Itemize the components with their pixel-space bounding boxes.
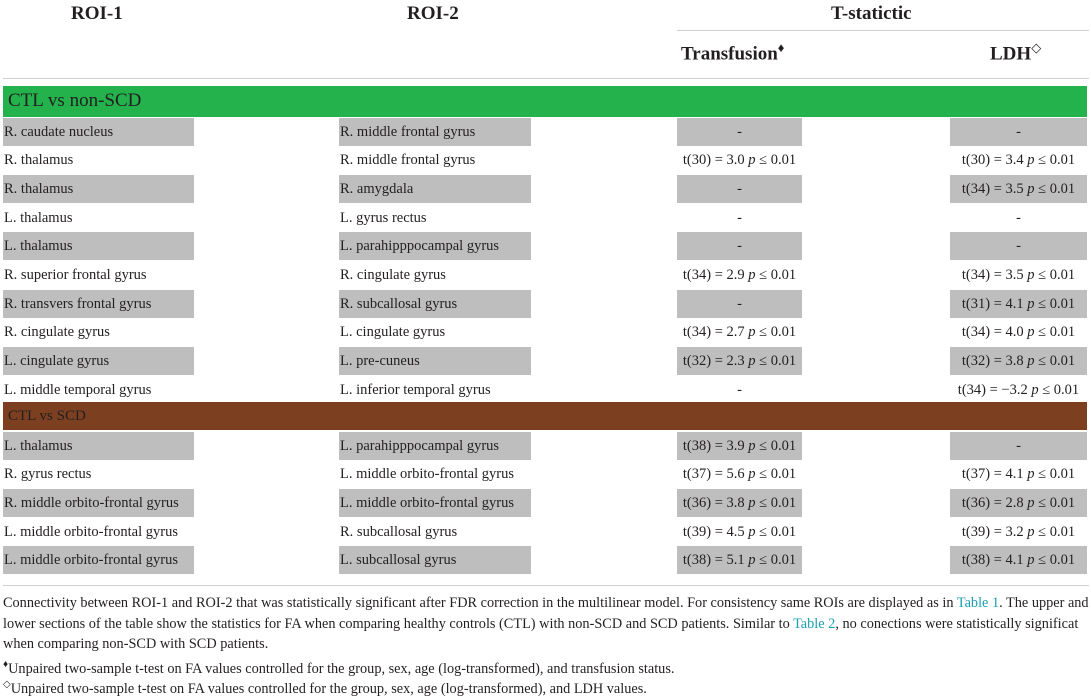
header-t-statistic: T-statictic	[831, 3, 912, 24]
header-subrule	[677, 30, 1089, 31]
roi2-cell: R. subcallosal gyrus	[340, 523, 458, 540]
transfusion-cell: -	[677, 118, 802, 146]
ldh-cell: -	[950, 432, 1087, 460]
table-row	[0, 290, 1091, 318]
roi1-cell: L. cingulate gyrus	[3, 347, 194, 375]
roi1-cell: L. middle orbito-frontal gyrus	[4, 523, 178, 540]
footnote-ldh	[3, 675, 1089, 699]
caption-link-table-1[interactable]: Table 1	[956, 595, 1000, 611]
ldh-cell: t(34) = −3.2 p ≤ 0.01	[957, 381, 1080, 398]
diamond-outline-icon: ◇	[1031, 40, 1042, 55]
roi2-cell: L. middle orbito-frontal gyrus	[340, 466, 514, 483]
table-bottom-rule	[3, 585, 1089, 586]
table-row	[0, 118, 1091, 146]
ldh-cell: -	[1016, 209, 1021, 226]
transfusion-cell: t(37) = 5.6 p ≤ 0.01	[682, 466, 797, 483]
roi1-cell: L. middle temporal gyrus	[4, 381, 152, 398]
table-row	[0, 489, 1091, 517]
table-row	[0, 175, 1091, 203]
table-row	[0, 376, 1091, 404]
roi2-cell: L. subcallosal gyrus	[339, 546, 531, 574]
ldh-cell: t(32) = 3.8 p ≤ 0.01	[950, 347, 1087, 375]
roi2-cell: R. middle frontal gyrus	[339, 118, 531, 146]
ldh-cell: t(39) = 3.2 p ≤ 0.01	[961, 523, 1076, 540]
ldh-cell: t(34) = 4.0 p ≤ 0.01	[961, 324, 1076, 341]
header-roi2: ROI-2	[407, 3, 459, 24]
section-label-non-scd: CTL vs non-SCD	[8, 90, 142, 111]
ldh-cell: t(37) = 4.1 p ≤ 0.01	[961, 466, 1076, 483]
transfusion-cell: t(34) = 2.9 p ≤ 0.01	[682, 267, 797, 283]
ldh-cell: -	[950, 118, 1087, 146]
roi2-cell: R. amygdala	[339, 175, 531, 203]
roi2-cell: R. subcallosal gyrus	[339, 290, 531, 318]
roi1-cell: R. thalamus	[3, 175, 194, 203]
footnote-transfusion-text: Unpaired two-sample t-test on FA values controlled for the group, sex, age (log-transformed), and transfusion status.	[8, 660, 675, 677]
roi2-cell: R. cingulate gyrus	[340, 267, 446, 283]
diamond-filled-icon: ♦	[3, 659, 9, 670]
table-row	[0, 232, 1091, 260]
roi1-cell: R. middle orbito-frontal gyrus	[3, 489, 194, 517]
table-row	[0, 460, 1091, 488]
section-band-scd	[3, 402, 1087, 430]
diamond-outline-icon: ◇	[3, 679, 11, 690]
roi1-cell: R. cingulate gyrus	[4, 324, 110, 341]
transfusion-cell: t(32) = 2.3 p ≤ 0.01	[677, 347, 802, 375]
roi1-cell: L. thalamus	[3, 232, 194, 260]
header-roi1: ROI-1	[71, 3, 123, 24]
section-label-scd: CTL vs SCD	[8, 408, 86, 424]
table-row	[0, 261, 1091, 289]
roi1-cell: L. thalamus	[3, 432, 194, 460]
roi2-cell: L. inferior temporal gyrus	[340, 381, 491, 398]
transfusion-cell: t(39) = 4.5 p ≤ 0.01	[682, 523, 797, 540]
roi1-cell: L. thalamus	[4, 209, 73, 226]
ldh-cell: t(36) = 2.8 p ≤ 0.01	[950, 489, 1087, 517]
table-row	[0, 518, 1091, 546]
roi2-cell: L. middle orbito-frontal gyrus	[339, 489, 531, 517]
table-row	[0, 204, 1091, 232]
footnote-ldh-text: Unpaired two-sample t-test on FA values controlled for the group, sex, age (log-transformed), and LDH values.	[10, 680, 647, 697]
transfusion-cell: t(36) = 3.8 p ≤ 0.01	[677, 489, 802, 517]
diamond-filled-icon: ♦	[777, 40, 785, 55]
ldh-cell: t(30) = 3.4 p ≤ 0.01	[961, 152, 1076, 169]
ldh-cell: t(34) = 3.5 p ≤ 0.01	[950, 175, 1087, 203]
roi1-cell: L. middle orbito-frontal gyrus	[3, 546, 194, 574]
transfusion-cell: -	[677, 290, 802, 318]
transfusion-cell: -	[737, 381, 742, 398]
roi1-cell: R. caudate nucleus	[3, 118, 194, 146]
header-transfusion	[681, 40, 784, 65]
roi2-cell: L. cingulate gyrus	[340, 324, 446, 341]
roi1-cell: R. thalamus	[4, 152, 74, 169]
transfusion-cell: t(30) = 3.0 p ≤ 0.01	[682, 152, 797, 169]
roi1-cell: R. gyrus rectus	[4, 466, 92, 483]
header-transfusion-label: Transfusion	[681, 43, 778, 65]
table-caption	[3, 593, 1089, 655]
caption-text-1: Connectivity between ROI-1 and ROI-2 that was statistically significant after FDR correction in the multilinear model. For consistency same ROIs are displayed as in	[3, 595, 957, 611]
ldh-cell: -	[950, 232, 1087, 260]
caption-text-3: , no conections were statistically significat when comparing non-SCD with SCD patients.	[3, 615, 1079, 652]
header-ldh	[990, 40, 1041, 65]
ldh-cell: t(31) = 4.1 p ≤ 0.01	[950, 290, 1087, 318]
table-row	[0, 146, 1091, 174]
header-bottom-rule	[3, 78, 1089, 79]
section-band-non-scd	[3, 86, 1087, 117]
roi2-cell: L. pre-cuneus	[339, 347, 531, 375]
transfusion-cell: t(38) = 5.1 p ≤ 0.01	[677, 546, 802, 574]
transfusion-cell: -	[737, 209, 742, 226]
table-row	[0, 432, 1091, 460]
transfusion-cell: t(38) = 3.9 p ≤ 0.01	[677, 432, 802, 460]
roi2-cell: R. middle frontal gyrus	[340, 152, 476, 169]
roi1-cell: R. transvers frontal gyrus	[3, 290, 194, 318]
table-row	[0, 347, 1091, 375]
roi1-cell: R. superior frontal gyrus	[4, 267, 147, 283]
ldh-cell: t(34) = 3.5 p ≤ 0.01	[961, 267, 1076, 283]
transfusion-cell: -	[677, 175, 802, 203]
transfusion-cell: t(34) = 2.7 p ≤ 0.01	[682, 324, 797, 341]
ldh-cell: t(38) = 4.1 p ≤ 0.01	[950, 546, 1087, 574]
roi2-cell: L. parahipppocampal gyrus	[339, 432, 531, 460]
header-ldh-label: LDH	[990, 43, 1032, 65]
transfusion-cell: -	[677, 232, 802, 260]
roi2-cell: L. parahipppocampal gyrus	[339, 232, 531, 260]
caption-link-table-2[interactable]: Table 2	[793, 615, 836, 632]
table-row	[0, 318, 1091, 346]
roi2-cell: L. gyrus rectus	[340, 209, 427, 226]
table-row	[0, 546, 1091, 574]
caption-text-2: . The upper and lower sections of the table show the statistics for FA when comparing healthy controls (CTL) with non-SCD and SCD patients. Similar to	[3, 595, 1089, 632]
